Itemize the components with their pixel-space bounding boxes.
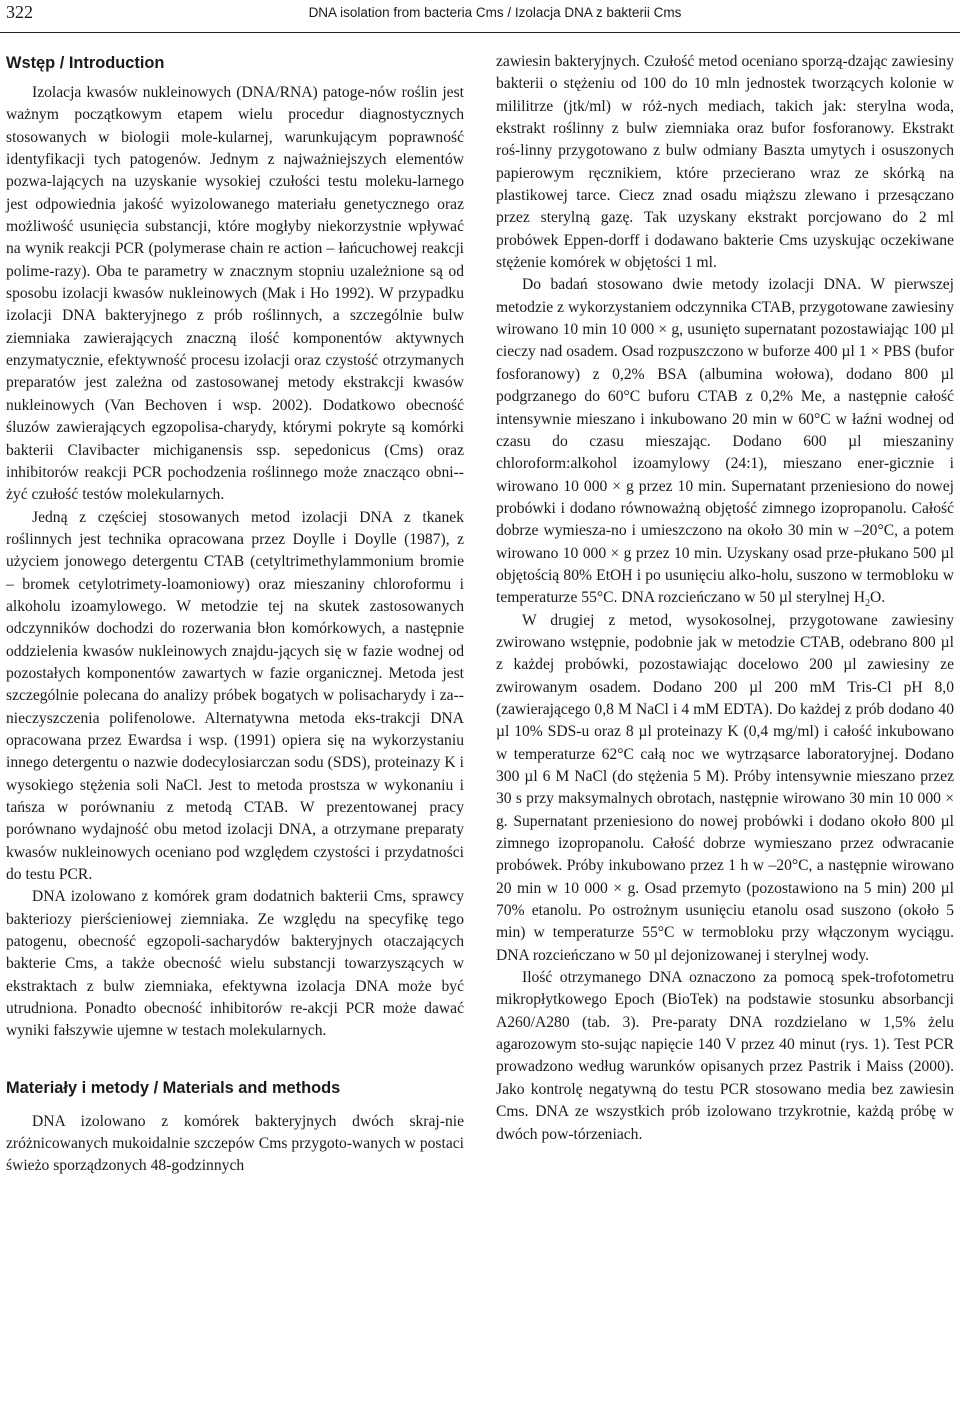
methods-paragraph-1: DNA izolowano z komórek bakteryjnych dwóch skraj-nie zróżnicowanych mukoidalnie szczepów Cms przygoto-wanych w postaci świeżo sporządzonych 48-godzinnych [6, 1112, 464, 1175]
header-rule [0, 32, 960, 33]
methods-paragraph-quantification: Ilość otrzymanego DNA oznaczono za pomocą spek-trofotometru mikropłytkowego Epoch (BioTek) na podstawie stosunku absorbancji A260/A280 (tab. 3). Pre-paraty DNA rozdzielano w 1,5% żelu agarozowym sto-sując napięcie 140 V przez 40 minut (rys. 1). Test PCR prowadzono według warunków opisanych przez Pastrik i Maiss (2000). Jako kontrolę negatywną do testu PCR stosowano media bez zawiesin Cms. DNA ze wszystkich prób izolowano trzykrotnie, każdą próbę w dwóch pow-tórzeniach. [496, 969, 954, 1143]
intro-paragraph-1: Izolacja kwasów nukleinowych (DNA/RNA) patoge-nów roślin jest ważnym początkowym etapem wielu procedur diagnostycznych stosowanych w biologii mole-kularnej, warunkującym poprawność identyfikacji tych patogenów. Jednym z najważniejszych elementów pozwa-lających na uzyskanie wysokiej czułości testu moleku-larnego jest odpowiednia jakość wyizolowanego materiału genetycznego oraz możliwość usunięcia substancji, które mogłyby niekorzystnie wpływać na wynik reakcji PCR (polymerase chain re action – łańcuchowej reakcji polime-razy). Oba te parametry w znacznym stopniu uzależnione są od sposobu izolacji kwasów nukleinowych (Mak i Ho 1992). W przypadku izolacji DNA bakteryjnego z prób roślinnych, a szczególnie bulw ziemniaka zawierających znaczną ilość komponentów aktywnych enzymatycznie, efektywność procesu izolacji oraz czystość otrzymanych preparatów jest zależna od zastosowanej metody ekstrakcji kwasów nukleinowych (Van Bechoven i wsp. 2002). Dodatkowo obecność śluzów zawierających egzopolisa-charydy, którymi pokryte są komórki bakterii Clavibacter michiganensis ssp. sepedonicus (Cms) oraz inhibitorów reakcji PCR pochodzenia roślinnego może znacząco obni-żyć czułość testów molekularnych. [6, 84, 464, 504]
running-header: DNA isolation from bacteria Cms / Izolacja DNA z bakterii Cms [308, 5, 682, 20]
intro-paragraph-2: Jedną z częściej stosowanych metod izolacji DNA z tkanek roślinnych jest technika opracowana przez Doylle i Doylle (1987), z użyciem jonowego detergentu CTAB (cetyltrimethylammonium bromie – bromek cetylotrimety-loamoniowy) oraz mieszaniny chloroformu i alkoholu izoamylowego. W metodzie tej na skutek zastosowanych odczynników dochodzi do rozerwania błon komórkowych, a następnie oddzielenia kwasów nukleinowych znajdu-jących się w fazie wodnej od pozostałych komponentów zawartych w fazie organicznej. Metoda jest szczególnie polecana do analizy próbek bogatych w polisacharydy i za-nieczyszczenia polifenolowe. Alternatywna metoda eks-trakcji DNA opracowana przez Ewardsa i wsp. (1991) opiera się na wykorzystaniu innego detergentu o nazwie dodecylosiarczan sodu (SDS), proteinazy K i wysokiego stężenia soli NaCl. Jest to metoda prostsza w wykonaniu i tańsza w porównaniu z metodą CTAB. W prezentowanej pracy porównano wydajność obu metod izolacji DNA, a otrzymane preparaty kwasów nukleinowych oceniano pod względem czystości i przydatności do testu PCR. [6, 508, 464, 884]
ctab-text: Do badań stosowano dwie metody izolacji DNA. W pierwszej metodzie z wykorzystaniem odczynnika CTAB, przygotowane zawiesiny wirowano 10 min 10 000 × g, usunięto supernatant pozostawiając 100 µl cieczy nad osadem. Osad rozpuszczono w buforze 400 µl 1 × PBS (bufor fosforanowy) z 0,2% BSA (albumina wołowa), dodano 800 µl podgrzanego do 60°C buforu CTAB z 0,2% Me, a następnie całość intensywnie mieszano i inkubowano 20 min w 60°C w łaźni wodnej od czasu do czasu mieszając. Dodano 600 µl mieszaniny chloroform:alkohol izoamylowy (24:1), mieszano ener-gicznie i wirowano 10 000 × g przez 10 min. Supernatant przeniesiono do nowej probówki i dodano równoważną objętość zimnego izopropanolu. Całość dobrze wymiesza-no i umieszczono na około 30 min w –20°C, a potem wirowano 10 000 × g przez 10 min. Uzyskany osad prze-płukano 500 µl objętością 80% EtOH i po usunięciu alko-holu, suszono w termobloku w temperaturze 55°C. DNA rozcieńczano w 50 µl sterylnej H [496, 276, 954, 607]
section-heading-methods: Materiały i metody / Materials and methods [6, 1078, 341, 1097]
methods-paragraph-ctab [496, 274, 954, 609]
intro-paragraph-3: DNA izolowano z komórek gram dodatnich bakterii Cms, sprawcy bakteriozy pierścieniowej ziemniaka. Ze względu na specyfikę tego patogenu, obecność egzopoli-sacharydów bakteryjnych otaczających bakterie Cms, a także obecność wielu substancji towarzyszących w ekstraktach z bulw ziemniaka, efektywna izolacja DNA może być utrudniona. Ponadto obecność inhibitorów re-akcji PCR może dawać wyniki fałszywie ujemne w testach molekularnych. [6, 888, 464, 1040]
page-number: 322 [6, 2, 33, 22]
right-column [496, 51, 954, 1146]
h2o-subscript: 2 [865, 598, 870, 610]
methods-paragraph-sds: W drugiej z metod, wysokosolnej, przygotowane zawiesiny zwirowano wstępnie, podobnie jak w metodzie CTAB, odebrano 800 µl z każdej probówki, pozostawiając docelowo 200 µl zawiesiny ze zwirowanym osadem. Dodano 200 µl 200 mM Tris-Cl pH 8,0 (zawierającego 0,8 M NaCl i 4 mM EDTA). Do każdej z prób dodano 40 µl 10% SDS-u oraz 8 µl proteinazy K (0,4 mg/ml) i całość inkubowano w temperaturze 62°C całą noc we wytrząsarce laboratoryjnej. Dodano 300 µl 6 M NaCl (do stężenia 5 M). Próby intensywnie mieszano przez 30 s przy maksymalnych obrotach, następnie wirowano 30 min 10 000 × g. Supernatant przeniesiono do nowej probówki i dodano około 800 µl zimnego izopropanolu. Całość dobrze wymieszano przez odwracanie probówek. Próby inkubowano przez 1 h w –20°C, a następnie wirowano 20 min w 10 000 × g. Osad przemyto (pozostawiono na 5 min) 200 µl 70% etanolu. Po ostrożnym usunięciu etanolu osad suszono (około 5 min) w temperaturze 55°C w termobloku przy włączonym wyciągu. DNA rozcieńczano w 50 µl dejonizowanej i sterylnej wody. [496, 611, 954, 964]
left-column [6, 50, 464, 1178]
section-heading-introduction: Wstęp / Introduction [6, 54, 165, 72]
methods-paragraph-2: zawiesin bakteryjnych. Czułość metod oceniano sporzą-dzając zawiesiny bakterii o stężeniu od 100 do 10 mln jednostek tworzących kolonie w mililitrze (jtk/ml) w róż-nych mediach, takich jak: sterylna woda, ekstrakt roślinny z bulw ziemniaka oraz bufor fosforanowy. Ekstrakt roś-linny przygotowano z bulw odmiany Baszta umytych i osuszonych papierowym ręcznikiem, które przecierano wraz ze skórką na plastikowej tarce. Ciecz znad osadu miąższu zlewano i przesączano przez sterylną gazę. Tak uzyskany ekstrakt porcjowano do 2 ml probówek Eppen-dorff i dodawano bakterie Cms uzyskując oczekiwane stężenie komórek w objętości 1 ml. [496, 53, 954, 272]
h2o-tail: O. [870, 589, 886, 607]
